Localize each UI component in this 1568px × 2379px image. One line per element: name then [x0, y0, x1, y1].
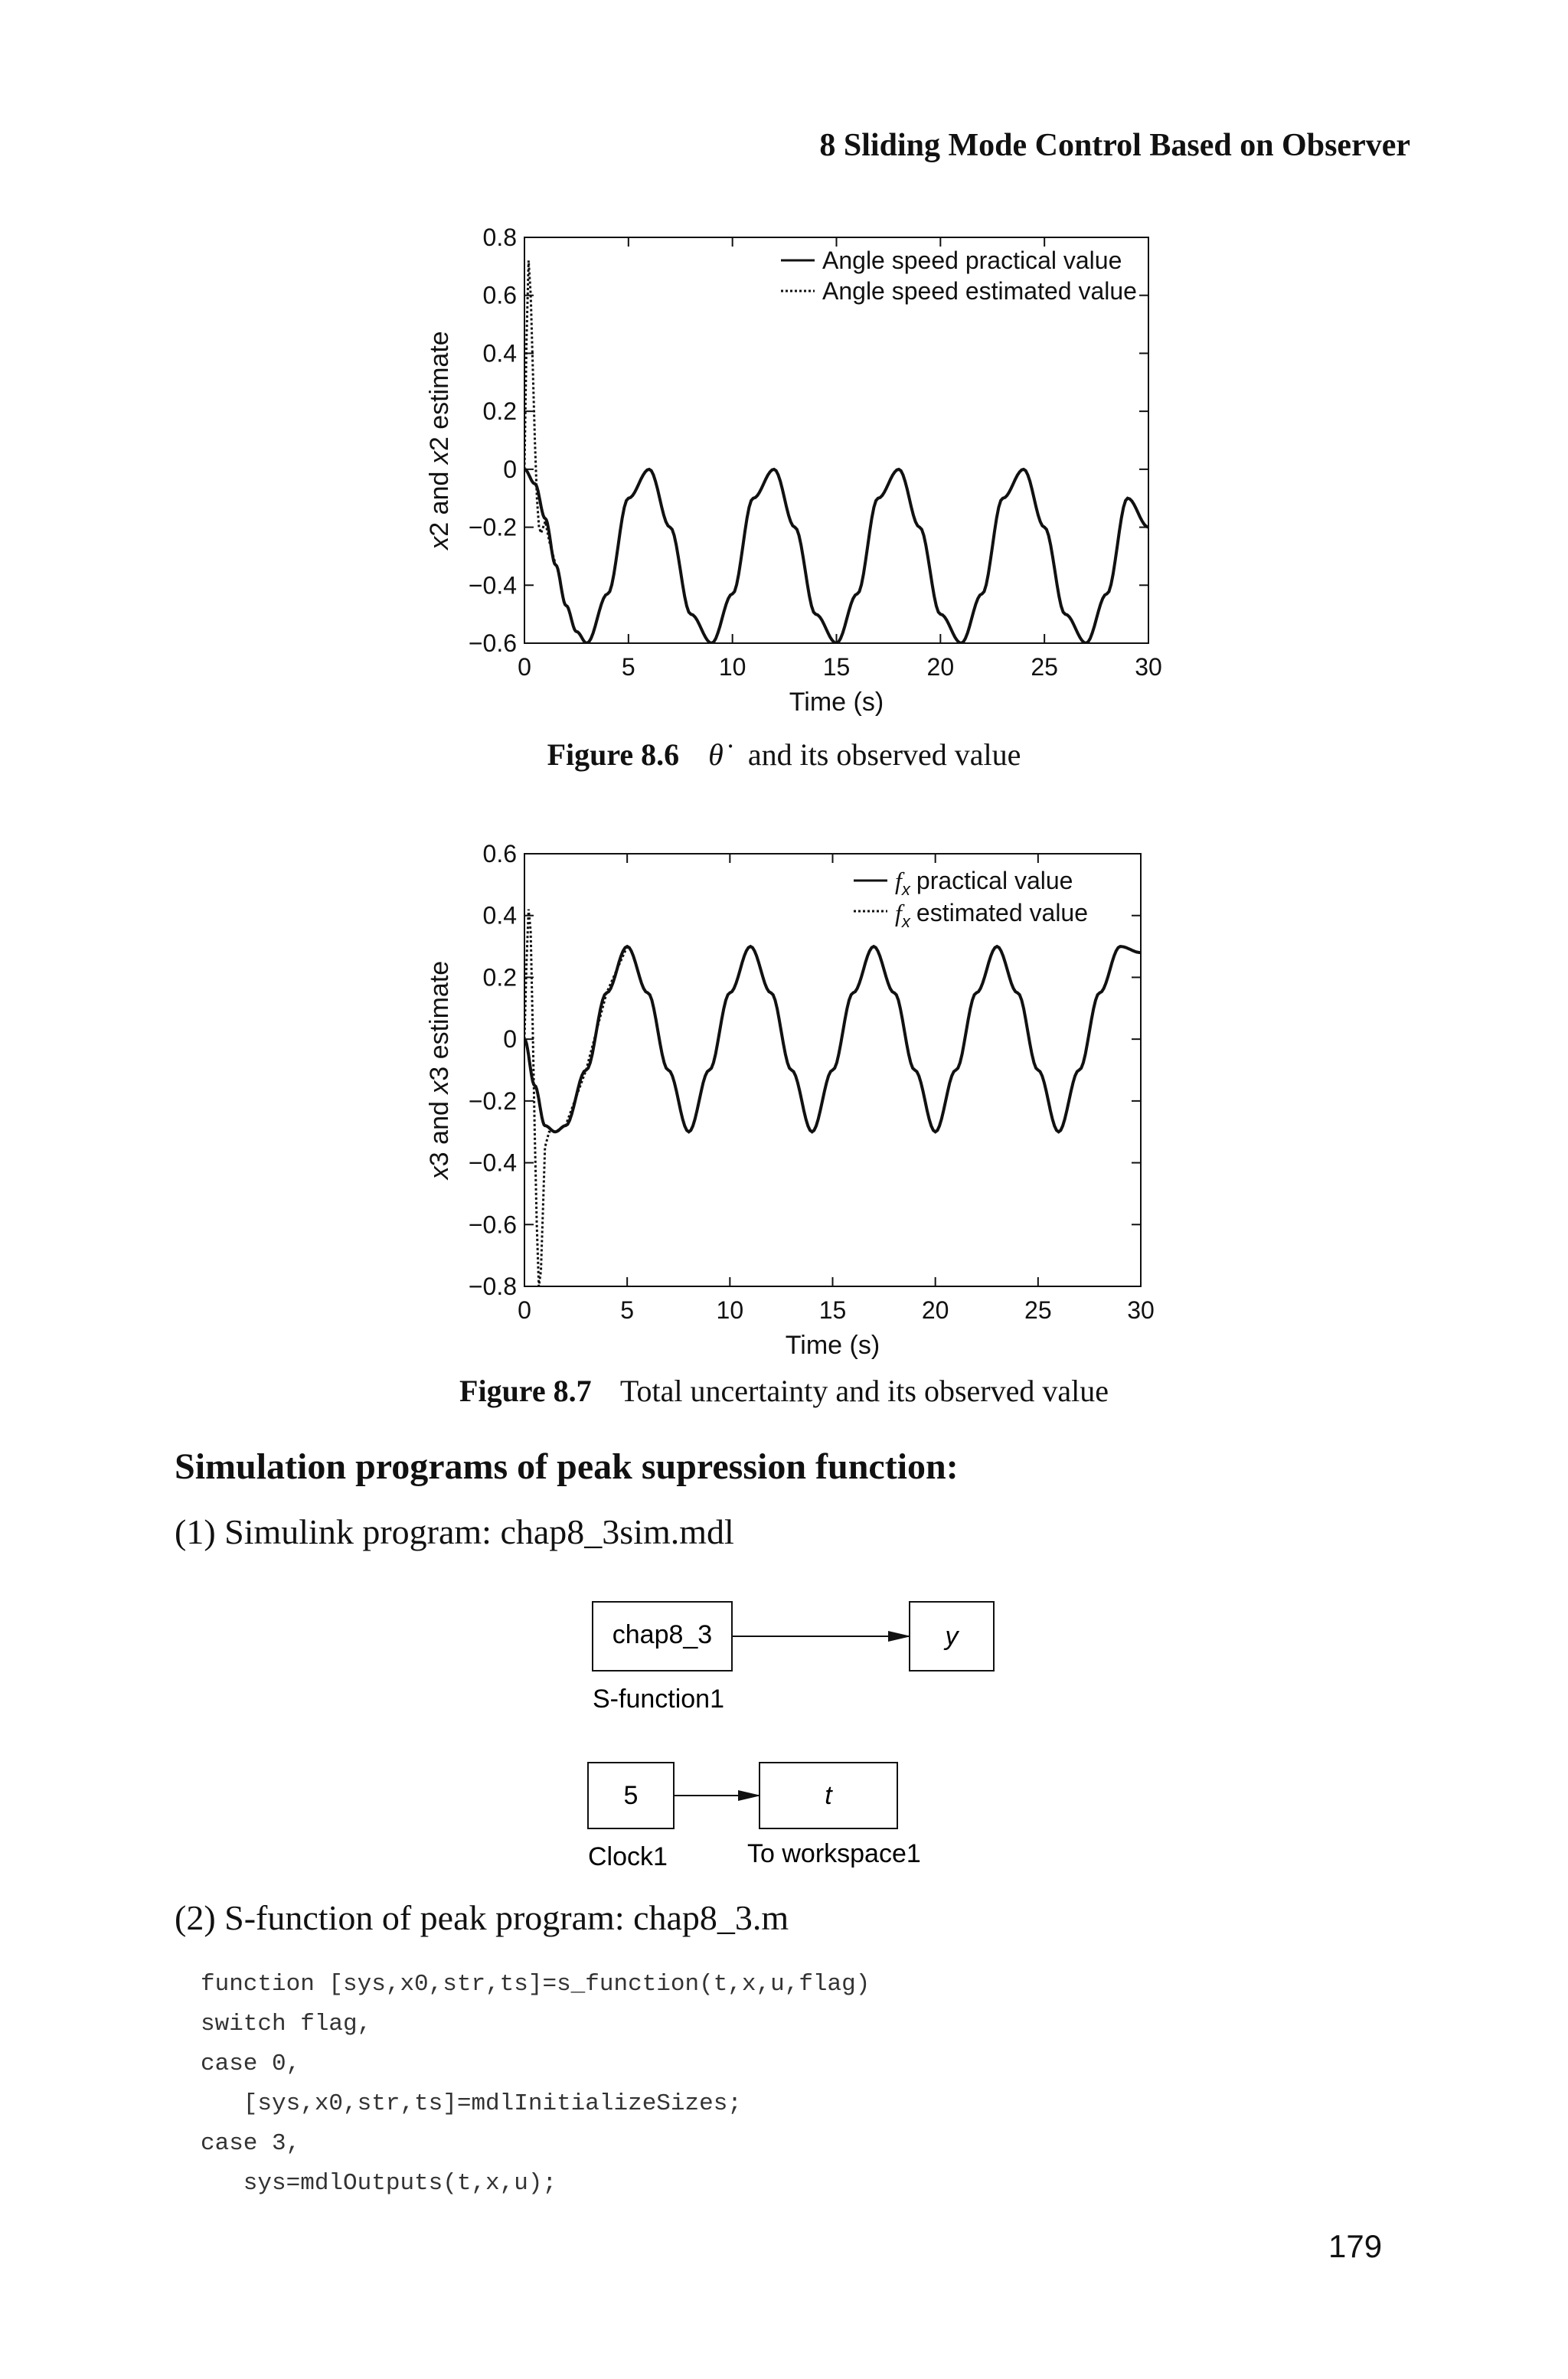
y-axis-label-part: 3 estimate: [425, 960, 454, 1081]
y-tick-label: 0.8: [482, 224, 517, 251]
y-tick-label: −0.4: [468, 1149, 517, 1177]
page-number: 179: [1328, 2228, 1383, 2264]
y-axis-label: [425, 331, 454, 551]
s-function-block-text: chap8_3: [612, 1620, 713, 1649]
clock-block-text: 5: [623, 1781, 639, 1810]
code-line: [sys,x0,str,ts]=mdlInitializeSizes;: [201, 2090, 742, 2117]
y-tick-label: 0: [503, 455, 517, 483]
x-tick-label: 5: [620, 1296, 635, 1324]
x-tick-label: 20: [921, 1296, 949, 1324]
x-tick-label: 15: [818, 1296, 847, 1324]
y-tick-label: −0.2: [468, 513, 517, 541]
output-block-text: y: [945, 1622, 959, 1651]
legend-label: [895, 899, 1088, 931]
series-line-estimated: [524, 260, 556, 565]
y-tick-label: 0.4: [482, 901, 517, 930]
y-tick-label: −0.8: [468, 1273, 517, 1300]
series-line-practical: [524, 469, 1148, 643]
code-line: switch flag,: [201, 2011, 372, 2038]
y-tick-label: −0.6: [468, 1211, 517, 1239]
legend-label: Angle speed estimated value: [822, 277, 1137, 305]
x-axis-label: Time (s): [785, 1331, 880, 1359]
y-tick-label: −0.6: [468, 629, 517, 657]
y-axis-label-part: x: [425, 536, 454, 550]
y-axis-label-part: x: [425, 1166, 454, 1180]
figure-8-7-caption: [0, 1373, 1568, 1409]
y-tick-label: 0: [503, 1025, 517, 1054]
caption-text: Total uncertainty and its observed value: [619, 1374, 1109, 1408]
caption-text: and its observed value: [747, 737, 1021, 772]
legend-label: Angle speed practical value: [822, 247, 1122, 274]
y-axis-label-part: x: [425, 451, 454, 465]
code-line: case 0,: [201, 2051, 301, 2077]
x-tick-label: 25: [1031, 653, 1058, 681]
y-axis-label-part: 2 and: [425, 464, 454, 537]
code-line: sys=mdlOutputs(t,x,u);: [201, 2170, 557, 2197]
s-function-label: S-function1: [593, 1685, 724, 1714]
legend-f: f: [895, 867, 902, 894]
running-head: 8 Sliding Mode Control Based on Observer: [819, 128, 1410, 163]
series-line-practical: [524, 946, 1141, 1132]
figure-8-7: [421, 838, 1171, 1363]
x-tick-label: 0: [518, 653, 531, 681]
caption-number: Figure 8.6: [547, 737, 680, 772]
y-tick-label: −0.2: [468, 1087, 517, 1115]
legend-sub: x: [901, 880, 910, 899]
sfunction-heading: (2) S-function of peak program: chap8_3.m: [175, 1898, 789, 1937]
y-tick-label: 0.4: [482, 339, 517, 368]
y-tick-label: 0.2: [482, 963, 517, 992]
workspace-block-text: t: [825, 1781, 832, 1810]
y-axis-label-part: 3 and: [425, 1093, 454, 1167]
legend-sub: x: [901, 912, 910, 931]
simulink-heading: (1) Simulink program: chap8_3sim.mdl: [175, 1512, 734, 1551]
x-tick-label: 20: [926, 653, 955, 681]
legend-label: [895, 867, 1073, 899]
clock-label: Clock1: [588, 1842, 668, 1871]
section-heading: Simulation programs of peak supression function:: [175, 1446, 959, 1487]
figure-8-6-caption: [0, 737, 1568, 773]
y-tick-label: 0.6: [482, 840, 517, 868]
chart-8-6: [421, 218, 1171, 724]
x-tick-label: 30: [1127, 1296, 1155, 1324]
legend-text: estimated value: [916, 899, 1089, 926]
x-tick-label: 0: [518, 1296, 531, 1324]
caption-symbol: θ̇: [708, 737, 724, 772]
x-tick-label: 25: [1024, 1296, 1052, 1324]
y-axis-label-part: x: [425, 1080, 454, 1094]
chart-8-7: [421, 838, 1171, 1359]
y-axis-label: [425, 961, 454, 1181]
code-line: function [sys,x0,str,ts]=s_function(t,x,u,flag): [201, 1971, 871, 1998]
x-tick-label: 30: [1135, 653, 1162, 681]
x-tick-label: 10: [718, 653, 746, 681]
y-axis-label-part: 2 estimate: [425, 331, 454, 452]
y-tick-label: 0.6: [482, 281, 517, 309]
workspace-label: To workspace1: [747, 1839, 921, 1868]
caption-number: Figure 8.7: [459, 1374, 592, 1408]
code-listing: [201, 1965, 870, 2204]
legend-text: practical value: [916, 867, 1073, 894]
x-axis-label: Time (s): [789, 688, 884, 717]
y-tick-label: −0.4: [468, 571, 517, 600]
x-tick-label: 15: [822, 653, 851, 681]
legend-f: f: [895, 899, 902, 926]
x-tick-label: 5: [621, 653, 635, 681]
figure-8-6: [421, 218, 1171, 727]
simulink-diagram: [582, 1593, 1011, 1880]
x-tick-label: 10: [716, 1296, 744, 1324]
code-line: case 3,: [201, 2130, 301, 2157]
y-tick-label: 0.2: [482, 397, 517, 426]
